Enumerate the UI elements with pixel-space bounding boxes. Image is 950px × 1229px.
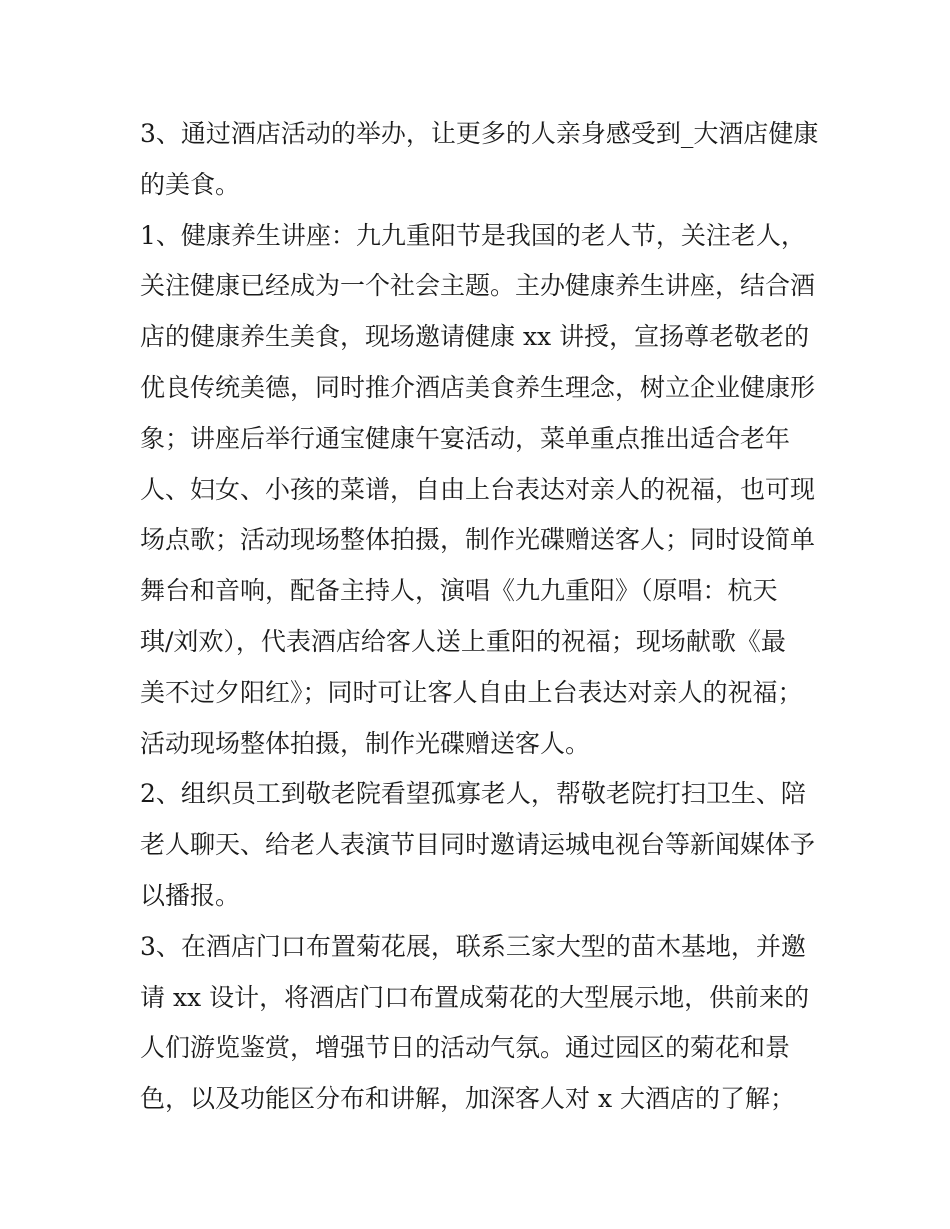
text-line: 优良传统美德，同时推介酒店美食养生理念，树立企业健康形 — [140, 372, 816, 402]
text-line: 美不过夕阳红》；同时可让客人自由上台表达对亲人的祝福； — [140, 677, 803, 707]
text-line: 人、妇女、小孩的菜谱，自由上台表达对亲人的祝福，也可现 — [140, 474, 816, 504]
text-line: 活动现场整体拍摄，制作光碟赠送客人。 — [140, 728, 591, 758]
text-line: 关注健康已经成为一个社会主题。主办健康养生讲座，结合酒 — [140, 271, 816, 301]
text-line: 色，以及功能区分布和讲解，加深客人对 x 大酒店的了解； — [140, 1084, 795, 1114]
text-line: 老人聊天、给老人表演节目同时邀请运城电视台等新闻媒体予 — [140, 830, 816, 860]
text-line: 3、通过酒店活动的举办，让更多的人亲身感受到_大酒店健康 — [140, 119, 819, 148]
text-line: 1、健康养生讲座：九九重阳节是我国的老人节，关注老人， — [140, 220, 806, 250]
text-line: 的美食。 — [140, 169, 241, 199]
text-line: 店的健康养生美食，现场邀请健康 xx 讲授，宣扬尊老敬老的 — [140, 322, 810, 352]
document-body — [140, 109, 820, 1125]
text-line: 琪/刘欢），代表酒店给客人送上重阳的祝福；现场献歌《最 — [140, 626, 786, 656]
text-line: 以播报。 — [140, 880, 241, 910]
text-line: 2、组织员工到敬老院看望孤寡老人，帮敬老院打扫卫生、陪 — [140, 779, 806, 809]
text-line: 3、在酒店门口布置菊花展，联系三家大型的苗木基地，并邀 — [140, 931, 806, 961]
text-line: 场点歌；活动现场整体拍摄，制作光碟赠送客人；同时设简单 — [140, 525, 816, 555]
text-line: 象；讲座后举行通宝健康午宴活动，菜单重点推出适合老年 — [140, 423, 791, 453]
text-line: 请 xx 设计，将酒店门口布置成菊花的大型展示地，供前来的 — [140, 982, 810, 1012]
text-line: 人们游览鉴赏，增强节日的活动气氛。通过园区的菊花和景 — [140, 1033, 791, 1063]
text-line: 舞台和音响，配备主持人，演唱《九九重阳》（原唱：杭天 — [140, 576, 778, 606]
